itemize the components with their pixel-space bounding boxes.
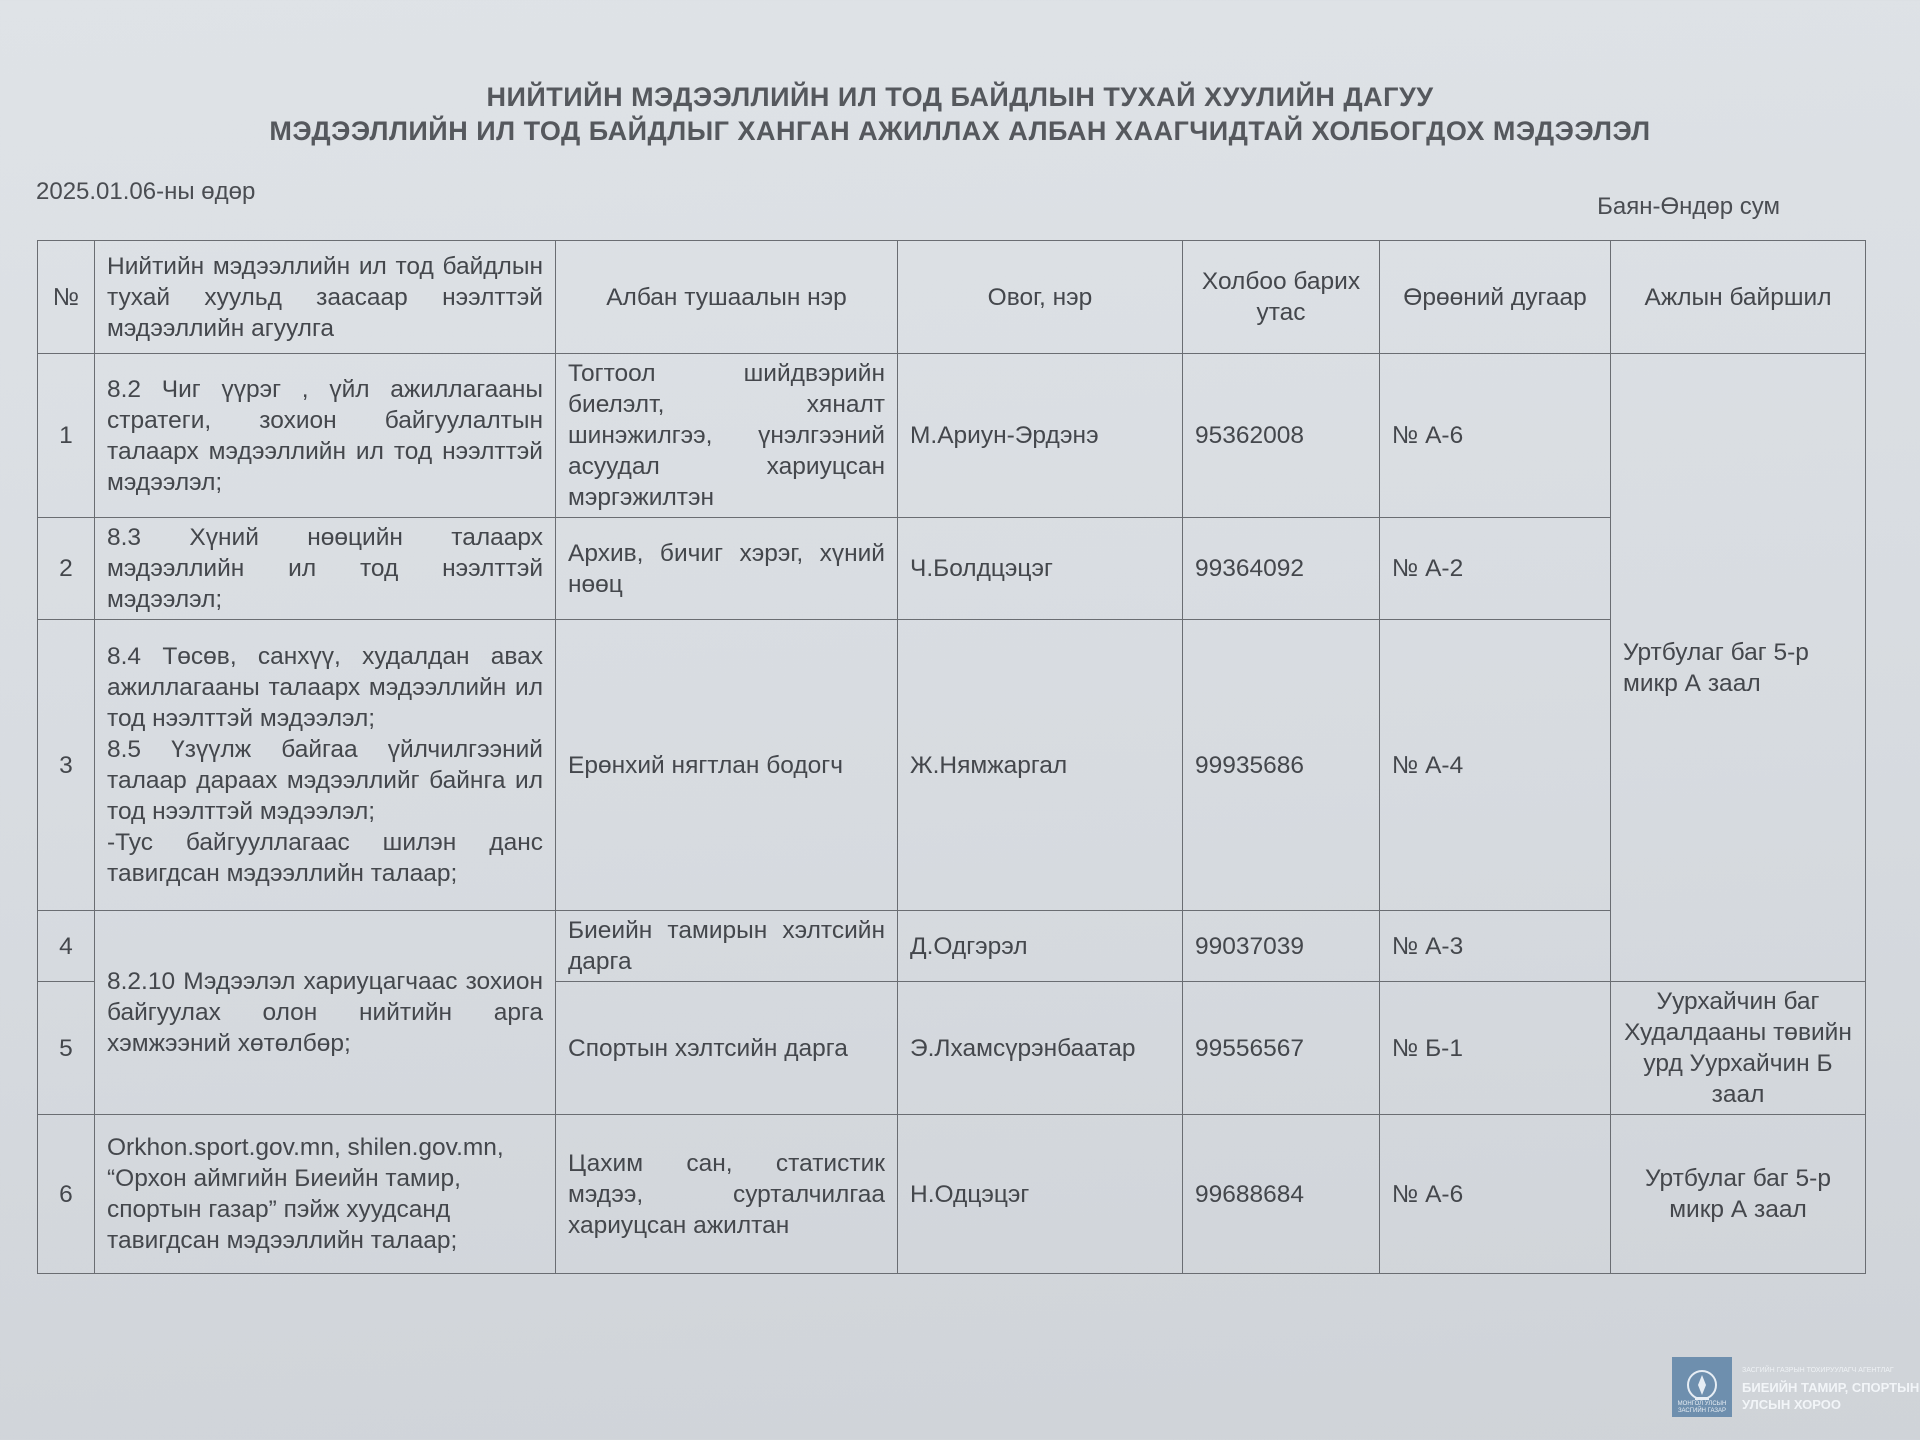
header-phone: Холбоо барих утас <box>1183 241 1380 354</box>
row-no: 6 <box>38 1115 95 1274</box>
content-merged-cell: 8.2.10 Мэдээлэл хариуцагчаас зохион байгуулах олон нийтийн арга хэмжээний хөтөлбөр; <box>95 911 556 1115</box>
row-position: Спортын хэлтсийн дарга <box>556 982 898 1115</box>
emblem-caption: МОНГОЛ УЛСЫН ЗАСГИЙН ГАЗАР <box>1677 1401 1727 1414</box>
row-phone: 99935686 <box>1183 620 1380 911</box>
table-row <box>38 620 1866 911</box>
watermark-small-text: ЗАСГИЙН ГАЗРЫН ТОХИРУУЛАГЧ АГЕНТЛАГ <box>1742 1366 1894 1374</box>
row-name: Э.Лхамсүрэнбаатар <box>898 982 1183 1115</box>
watermark-logo <box>1672 1355 1920 1419</box>
row-room: № А-3 <box>1380 911 1611 982</box>
workplace-merged-cell: Уртбулаг баг 5-р микр А заал <box>1611 354 1866 982</box>
header-content: Нийтийн мэдээллийн ил тод байдлын тухай хуульд заасаар нээлттэй мэдээллийн агуулга <box>95 241 556 354</box>
row-no: 4 <box>38 911 95 982</box>
table-row <box>38 1115 1866 1274</box>
header-workplace: Ажлын байршил <box>1611 241 1866 354</box>
table-row <box>38 354 1866 518</box>
header-room: Өрөөний дугаар <box>1380 241 1611 354</box>
title-line-2: МЭДЭЭЛЛИЙН ИЛ ТОД БАЙДЛЫГ ХАНГАН АЖИЛЛАХ АЛБАН ХААГЧИДТАЙ ХОЛБОГДОХ МЭДЭЭЛЭЛ <box>269 116 1651 146</box>
row-position: Архив, бичиг хэрэг, хүний нөөц <box>556 518 898 620</box>
row-position: Цахим сан, статистик мэдээ, сурталчилгаа хариуцсан ажилтан <box>556 1115 898 1274</box>
document-location: Баян-Өндөр сум <box>1597 193 1780 220</box>
row-phone: 99364092 <box>1183 518 1380 620</box>
table-row <box>38 518 1866 620</box>
row-name: Д.Одгэрэл <box>898 911 1183 982</box>
row-content: 8.3 Хүний нөөцийн талаарх мэдээллийн ил тод нээлттэй мэдээлэл; <box>95 518 556 620</box>
row-name: Ж.Нямжаргал <box>898 620 1183 911</box>
row-phone: 95362008 <box>1183 354 1380 518</box>
table-header-row <box>38 241 1866 354</box>
row-room: № А-4 <box>1380 620 1611 911</box>
row-position: Биеийн тамирын хэлтсийн дарга <box>556 911 898 982</box>
row-room: № А-6 <box>1380 1115 1611 1274</box>
watermark-org-line-1: БИЕИЙН ТАМИР, СПОРТЫН <box>1742 1379 1920 1395</box>
row-name: Ч.Болдцэцэг <box>898 518 1183 620</box>
watermark-org-line-2: УЛСЫН ХОРОО <box>1742 1396 1841 1412</box>
row-no: 1 <box>38 354 95 518</box>
row-workplace: Уурхайчин баг Худалдааны төвийн урд Уурхайчин Б заал <box>1611 982 1866 1115</box>
state-emblem-icon <box>1672 1357 1732 1417</box>
row-room: № А-2 <box>1380 518 1611 620</box>
row-name: М.Ариун-Эрдэнэ <box>898 354 1183 518</box>
row-no: 3 <box>38 620 95 911</box>
header-no: № <box>38 241 95 354</box>
row-content: 8.2 Чиг үүрэг , үйл ажиллагааны стратеги, зохион байгуулалтын талаарх мэдээллийн ил тод нээлттэй мэдээлэл; <box>95 354 556 518</box>
row-content: 8.4 Төсөв, санхүү, худалдан авах ажиллагааны талаарх мэдээллийн ил тод нээлттэй мэдээлэл; 8.5 Үзүүлж байгаа үйлчилгээний талаар дараах мэдээллийг байнга ил тод нээлттэй мэдээлэл; -Тус байгууллагаас шилэн данс тавигдсан мэдээллийн талаар; <box>95 620 556 911</box>
document-header <box>0 80 1920 148</box>
row-room: № Б-1 <box>1380 982 1611 1115</box>
header-name: Овог, нэр <box>898 241 1183 354</box>
row-no: 2 <box>38 518 95 620</box>
row-room: № А-6 <box>1380 354 1611 518</box>
row-position: Ерөнхий нягтлан бодогч <box>556 620 898 911</box>
document-date: 2025.01.06-ны өдөр <box>36 178 256 205</box>
row-phone: 99037039 <box>1183 911 1380 982</box>
row-name: Н.Одцэцэг <box>898 1115 1183 1274</box>
title-line-1: НИЙТИЙН МЭДЭЭЛЛИЙН ИЛ ТОД БАЙДЛЫН ТУХАЙ ХУУЛИЙН ДАГУУ <box>486 82 1434 112</box>
officials-table <box>37 240 1866 1274</box>
row-no: 5 <box>38 982 95 1115</box>
row-position: Тогтоол шийдвэрийн биелэлт, хяналт шинэжилгээ, үнэлгээний асуудал хариуцсан мэргэжилтэн <box>556 354 898 518</box>
row-workplace: Уртбулаг баг 5-р микр А заал <box>1611 1115 1866 1274</box>
table-row <box>38 911 1866 982</box>
header-position: Албан тушаалын нэр <box>556 241 898 354</box>
row-phone: 99556567 <box>1183 982 1380 1115</box>
row-phone: 99688684 <box>1183 1115 1380 1274</box>
row-content: Orkhon.sport.gov.mn, shilen.gov.mn, “Орхон аймгийн Биеийн тамир, спортын газар” пэйж хуудсанд тавигдсан мэдээллийн талаар; <box>95 1115 556 1274</box>
